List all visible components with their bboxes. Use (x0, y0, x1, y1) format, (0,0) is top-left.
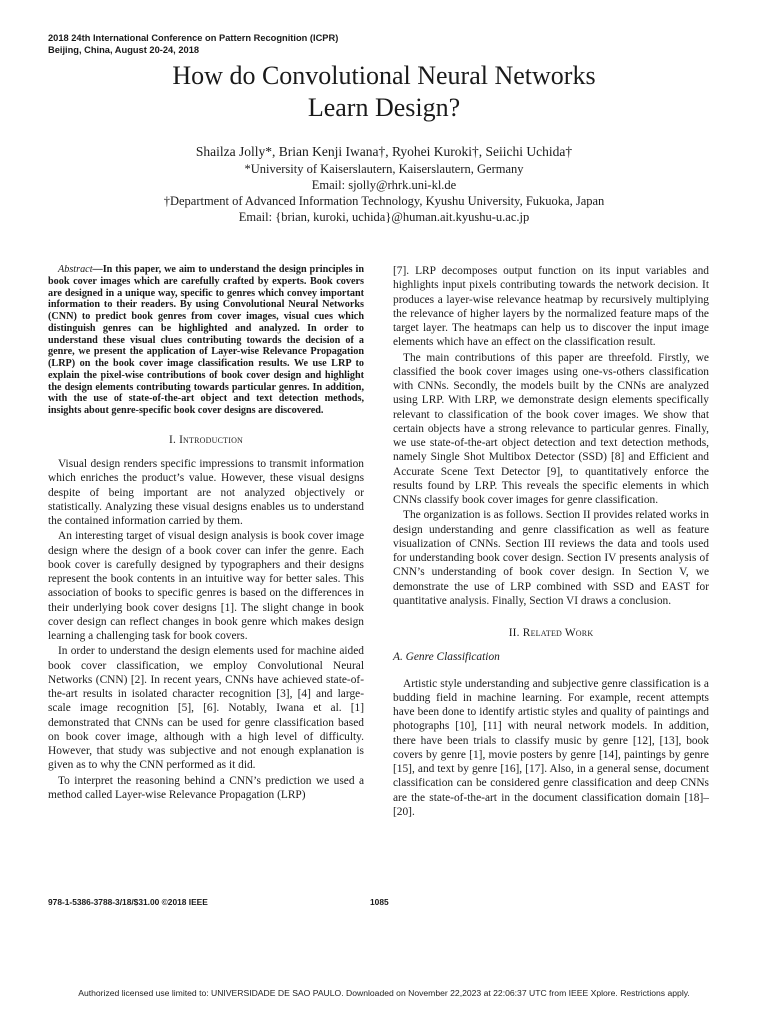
paragraph: [7]. LRP decomposes output function on its input variables and highlights input pixels contributing towards the network decision. It produces a layer-wise relevance heatmap by recursively multiplying the relevance of higher layers by the normalized feature maps of the target layer. The heatmaps can help us to discover the input image elements which have an effect on the classification result. (393, 265, 709, 349)
email-1: Email: sjolly@rhrk.uni-kl.de (311, 178, 457, 192)
email-2: Email: {brian, kuroki, uchida}@human.ait.kyushu-u.ac.jp (238, 210, 530, 224)
abstract-text: —In this paper, we aim to understand the design principles in book cover images which are carefully crafted by experts. Book covers are designed in a unique way, specific to genres which convey important information to their readers. By using Convolutional Neural Networks (CNN) to predict book genres from cover images, visual cues which distinguish genres can be highlighted and analyzed. In order to understand these visual clues contributing towards the decision of a genre, we present the application of Layer-wise Relevance Propagation (LRP) on the book cover image classification results. We use LRP to explain the pixel-wise contributions of book cover design and highlight the design elements contributing towards particular genres. In addition, with the use of state-of-the-art object and text detection methods, insights about genre-specific book cover designs are discovered. (48, 264, 364, 416)
abstract-label: Abstract (58, 264, 93, 275)
paragraph: Artistic style understanding and subjective genre classification is a budding field in machine learning. For example, recent attempts have been done to identify artistic styles and quality of paintings and photographs [10], [11] with neural network models. In addition, there have been trials to classify music by genre [12], [13], book covers by genre [1], movie posters by genre [14], paintings by genre [15], and text by genre [16], [17]. Also, in a general sense, document classification can be considered genre classification and deep CNNs are the state-of-the-art in the document classification domain [18]–[20]. (393, 677, 709, 818)
conference-header (48, 32, 548, 56)
title-line-1: How do Convolutional Neural Networks (172, 61, 596, 90)
section-heading-introduction (48, 433, 364, 447)
copyright-notice: 978-1-5386-3788-3/18/$31.00 ©2018 IEEE (48, 897, 208, 907)
section-number: I. (168, 433, 176, 446)
paragraph: In order to understand the design elements used for machine aided book cover classification, we employ Convolutional Neural Networks (CNN) [2]. In recent years, CNNs have achieved state-of-the-art results in isolated character recognition [3], [4] and large-scale image recognition [5], [6]. Notably, Iwana et al. [1] demonstrated that CNNs can be used for genre classification based on book cover image, although with a high level of difficulty. However, that study was subjective and not enough explanation is given as to why the CNN performed as it did. (48, 645, 364, 772)
license-notice: Authorized licensed use limited to: UNIVERSIDADE DE SAO PAULO. Downloaded on November 22,2023 at 22:06:37 UTC from IEEE Xplore. Restrictions apply. (78, 988, 690, 998)
section-title: Introduction (179, 433, 244, 446)
page-number: 1085 (370, 897, 389, 907)
section-title: Related Work (522, 627, 594, 639)
section-number: II. (508, 627, 520, 639)
paragraph: The main contributions of this paper are threefold. Firstly, we classified the book cover images using one-vs-others classification with CNNs. Secondly, the models built by the CNNs are analyzed using LRP. With LRP, we demonstrate design elements specifically relevant to classification of the book cover images. We show that certain objects have a strong relevance to particular genres. Finally, we use state-of-the-art object detection and text detection methods, namely Single Shot Multibox Detector (SSD) [8] and Efficient and Accurate Scene Text Detector [9], to quantitatively enforce the results found by LRP. This reveals the specific elements in which CNNs classify book cover images for genre classification. (393, 351, 709, 506)
paper-title (40, 60, 728, 124)
author-names: Shailza Jolly*, Brian Kenji Iwana†, Ryohei Kuroki†, Seiichi Uchida† (195, 144, 573, 159)
title-line-2: Learn Design? (307, 93, 461, 122)
section-heading-related-work (393, 626, 709, 640)
affiliation-1: *University of Kaiserslautern, Kaiserslautern, Germany (244, 162, 524, 176)
abstract (48, 264, 364, 417)
paragraph: An interesting target of visual design analysis is book cover image design where the design of a book cover can infer the genre. Each book cover is carefully designed by typographers and their designs represent the book contents in an intuitive way for better sales. This association of books to specific genres is based on the differences in their underlying book cover designs [1]. The slight change in book cover design can reflect changes in book genre which makes design learning a challenging task for book covers. (48, 530, 364, 642)
conference-name: 2018 24th International Conference on Pattern Recognition (ICPR) (48, 33, 339, 43)
left-column (48, 264, 364, 803)
paragraph: Visual design renders specific impressions to transmit information which enriches the product’s value. However, these visual designs despite of being important are not analyzed objectively or statistically. Analyzing these visual designs enables us to understand the contained information carried by them. (48, 458, 364, 527)
author-block (40, 144, 728, 225)
paragraph: To interpret the reasoning behind a CNN’s prediction we used a method called Layer-wise Relevance Propagation (LRP) (48, 774, 364, 801)
right-column (393, 264, 709, 820)
paragraph: The organization is as follows. Section II provides related works in design understanding and genre classification as well as feature visualization of CNNs. Section III reviews the data and tools used for understanding book cover design. Section IV presents analysis of CNN’s understanding of book cover design. In Section V, we demonstrate the use of LRP combined with SSD and EAST for quantitative analysis. Finally, Section VI draws a conclusion. (393, 509, 709, 607)
subsection-heading: A. Genre Classification (393, 651, 500, 664)
affiliation-2: †Department of Advanced Information Technology, Kyushu University, Fukuoka, Japan (163, 194, 605, 208)
conference-location: Beijing, China, August 20-24, 2018 (48, 45, 200, 55)
